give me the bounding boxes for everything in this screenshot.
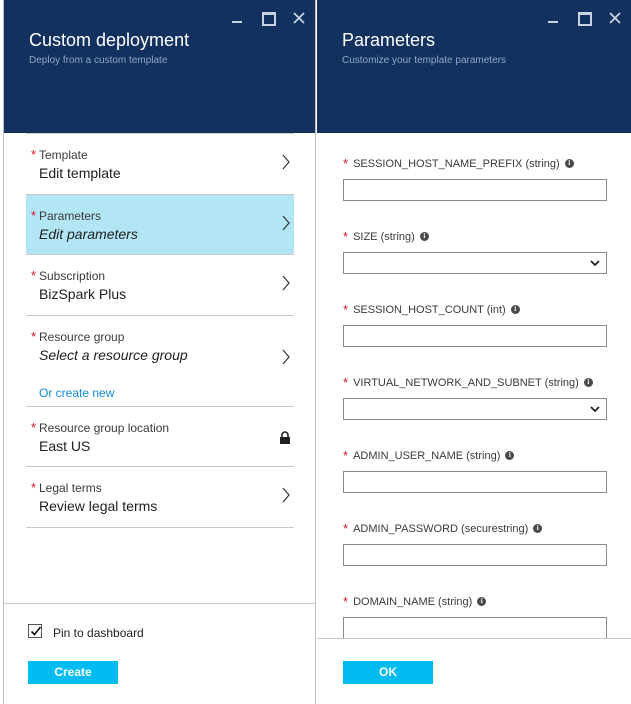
menu-item-parameters[interactable] [26, 195, 294, 255]
param-label-text: ADMIN_USER_NAME (string) [353, 449, 501, 462]
pin-to-dashboard-label: Pin to dashboard [53, 626, 144, 640]
parameters-form[interactable] [317, 133, 631, 639]
param-admin-password [343, 521, 609, 566]
param-label [343, 156, 609, 171]
chevron-right-icon [281, 486, 291, 504]
param-admin-user-name [343, 448, 609, 493]
menu-item-template[interactable] [26, 134, 294, 195]
chevron-right-icon [281, 348, 291, 366]
param-size [343, 229, 609, 274]
chevron-down-icon [590, 260, 600, 267]
required-marker: * [31, 420, 37, 435]
session-host-count-input[interactable] [343, 325, 607, 347]
param-label [343, 521, 609, 536]
param-label [343, 375, 609, 390]
required-marker: * [343, 594, 349, 609]
blade-footer [4, 603, 315, 704]
blade-subtitle: Deploy from a custom template [29, 55, 168, 66]
deployment-menu [26, 133, 294, 528]
admin-user-name-input[interactable] [343, 471, 607, 493]
param-label-text: VIRTUAL_NETWORK_AND_SUBNET (string) [353, 376, 579, 389]
minimize-icon[interactable] [545, 10, 561, 26]
create-new-resource-group-link[interactable]: Or create new [39, 386, 115, 400]
blade-header [317, 0, 631, 133]
menu-item-value: East US [39, 438, 91, 454]
maximize-icon[interactable] [260, 10, 276, 26]
menu-item-value: Edit parameters [39, 226, 138, 242]
parameters-blade [317, 0, 631, 704]
info-icon[interactable]: i [565, 159, 574, 168]
menu-item-resource-group[interactable] [26, 316, 294, 407]
admin-password-input[interactable] [343, 544, 607, 566]
minimize-icon[interactable] [229, 10, 245, 26]
blade-title: Parameters [342, 30, 436, 50]
session-host-name-prefix-input[interactable] [343, 179, 607, 201]
param-label-text: ADMIN_PASSWORD (securestring) [353, 522, 529, 535]
info-icon[interactable]: i [533, 524, 542, 533]
info-icon[interactable]: i [420, 232, 429, 241]
info-icon[interactable]: i [505, 451, 514, 460]
create-button[interactable]: Create [28, 661, 118, 684]
required-marker: * [31, 268, 37, 283]
param-label [343, 448, 609, 463]
menu-item-label: Template [39, 148, 88, 162]
info-icon[interactable]: i [584, 378, 593, 387]
window-controls [229, 10, 307, 26]
blade-subtitle: Customize your template parameters [342, 55, 506, 66]
checkmark-icon [30, 625, 42, 637]
param-session-host-name-prefix [343, 156, 609, 201]
pin-to-dashboard-checkbox[interactable] [28, 624, 42, 638]
param-label-text: SIZE (string) [353, 230, 415, 243]
required-marker: * [343, 302, 349, 317]
blade-header [4, 0, 315, 133]
window-controls [545, 10, 623, 26]
required-marker: * [343, 448, 349, 463]
param-domain-name [343, 594, 609, 639]
menu-item-resource-group-location[interactable] [26, 407, 294, 467]
chevron-right-icon [281, 214, 291, 232]
required-marker: * [343, 229, 349, 244]
lock-icon [279, 431, 291, 444]
virtual-network-and-subnet-select[interactable] [343, 398, 607, 420]
size-select[interactable] [343, 252, 607, 274]
chevron-right-icon [281, 153, 291, 171]
param-label [343, 229, 609, 244]
param-label [343, 302, 609, 317]
maximize-icon[interactable] [576, 10, 592, 26]
param-session-host-count [343, 302, 609, 347]
param-label [343, 594, 609, 609]
domain-name-input[interactable] [343, 617, 607, 639]
blade-title: Custom deployment [29, 30, 190, 50]
menu-item-label: Parameters [39, 209, 102, 223]
menu-item-label: Resource group location [39, 421, 170, 435]
menu-item-subscription[interactable] [26, 255, 294, 316]
menu-item-legal-terms[interactable] [26, 467, 294, 528]
param-virtual-network-and-subnet [343, 375, 609, 420]
param-label-text: DOMAIN_NAME (string) [353, 595, 473, 608]
chevron-down-icon [590, 406, 600, 413]
required-marker: * [343, 375, 349, 390]
required-marker: * [31, 329, 37, 344]
required-marker: * [343, 156, 349, 171]
required-marker: * [343, 521, 349, 536]
menu-item-label: Legal terms [39, 481, 102, 495]
required-marker: * [31, 147, 37, 162]
menu-item-value: BizSpark Plus [39, 286, 127, 302]
menu-item-value: Review legal terms [39, 498, 158, 514]
info-icon[interactable]: i [477, 597, 486, 606]
required-marker: * [31, 208, 37, 223]
close-icon[interactable] [607, 10, 623, 26]
menu-item-value: Edit template [39, 165, 121, 181]
chevron-right-icon [281, 274, 291, 292]
menu-item-label: Subscription [39, 269, 106, 283]
close-icon[interactable] [291, 10, 307, 26]
menu-item-label: Resource group [39, 330, 125, 344]
param-label-text: SESSION_HOST_COUNT (int) [353, 303, 506, 316]
menu-item-value: Select a resource group [39, 347, 188, 363]
blade-footer [317, 639, 631, 704]
info-icon[interactable]: i [511, 305, 520, 314]
ok-button[interactable]: OK [343, 661, 433, 684]
param-label-text: SESSION_HOST_NAME_PREFIX (string) [353, 157, 560, 170]
custom-deployment-blade [3, 0, 316, 704]
required-marker: * [31, 480, 37, 495]
